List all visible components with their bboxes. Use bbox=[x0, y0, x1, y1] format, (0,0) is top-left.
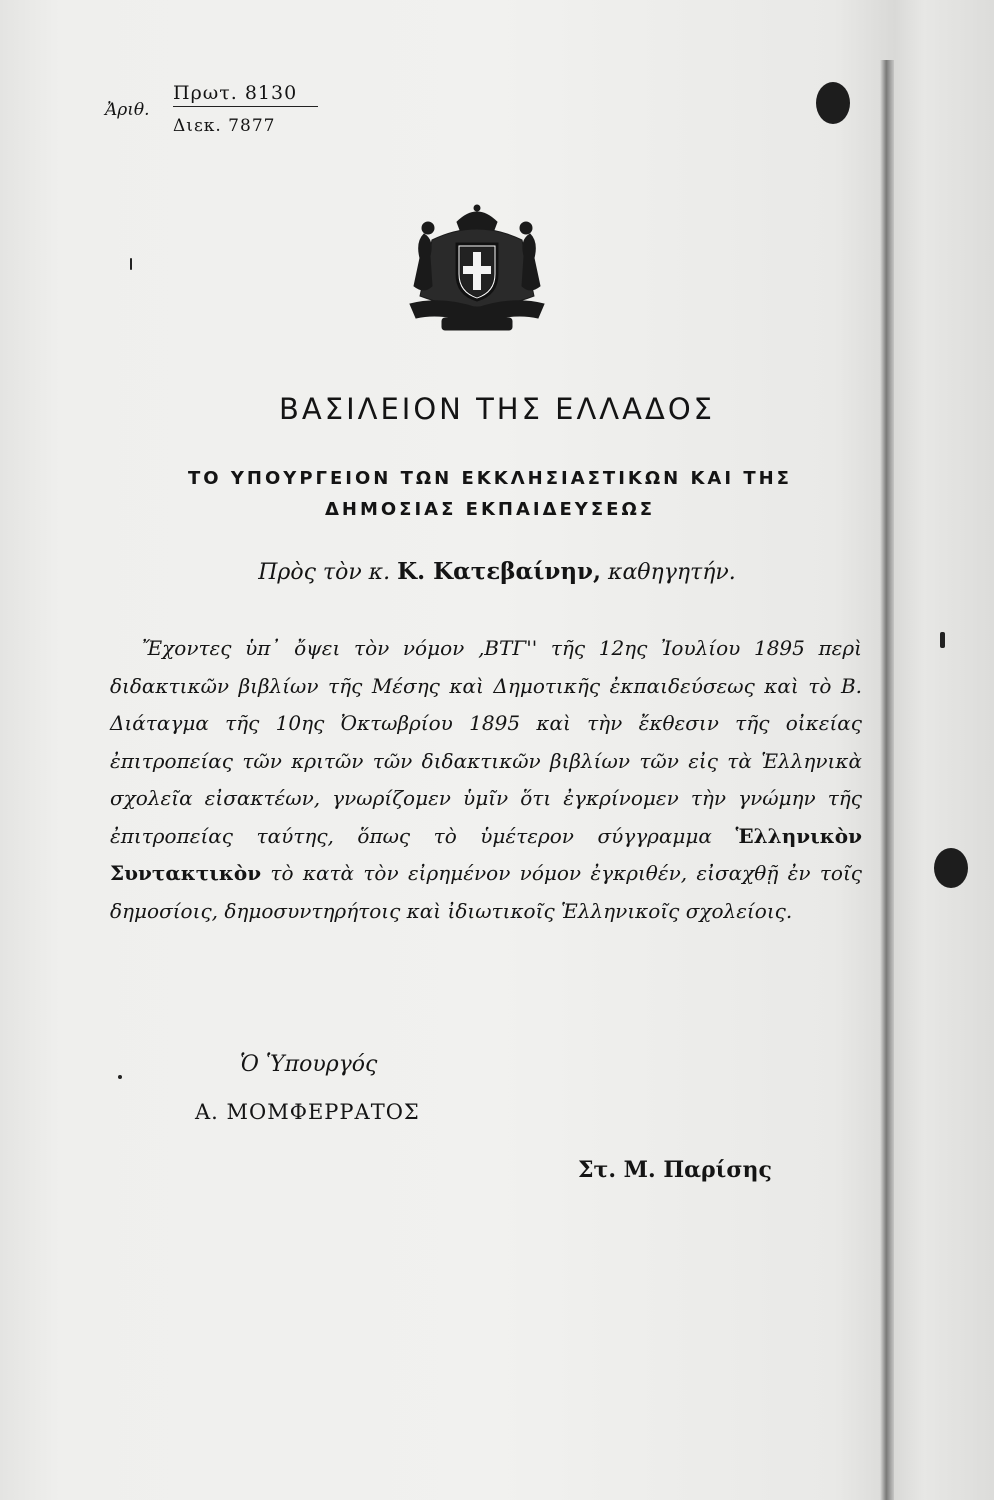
reference-label: Ἀριθ. bbox=[105, 100, 150, 120]
speck bbox=[940, 632, 945, 648]
secretary-signature: Στ. Μ. Παρίσης bbox=[578, 1157, 772, 1183]
coat-of-arms-icon bbox=[402, 200, 552, 340]
kingdom-title: ΒΑΣΙΛΕΙΟΝ ΤΗΣ ΕΛΛΑΔΟΣ bbox=[279, 392, 715, 426]
letter-text-before: Ἔχοντες ὑπ᾽ ὄψει τὸν νόμον ‚ΒΤΓ'' τῆς 12ης Ἰουλίου 1895 περὶ διδακτικῶν βιβλίων τῆς Μέσης καὶ Δημοτικῆς ἐκπαιδεύσεως καὶ τὸ Β. Διάταγμα τῆς 10ης Ὀκτωβρίου 1895 καὶ τὴν ἔκθεσιν τῆς οἰκείας ἐπιτροπείας τῶν κριτῶν τῶν διδακτικῶν βιβλίων τῶν εἰς τὰ Ἑλληνικὰ σχολεῖα εἰσακτέων, γνωρίζομεν ὑμῖν ὅτι ἐγκρίνομεν τὴν γνώμην τῆς ἐπιτροπείας ταύτης, ὅπως τὸ ὑμέτερον σύγγραμμα bbox=[110, 636, 862, 848]
binding-fold bbox=[880, 60, 894, 1500]
handling-number: Διεκ. 7877 bbox=[173, 116, 276, 136]
addressee-name: Κ. Κατεβαίνην, bbox=[397, 558, 602, 585]
letter-body bbox=[110, 630, 862, 930]
punch-hole-top bbox=[816, 82, 850, 124]
minister-name: Α. ΜΟΜΦΕΡΡΑΤΟΣ bbox=[195, 1100, 420, 1124]
minister-role: Ὁ Ὑπουργός bbox=[240, 1052, 378, 1077]
addressee-title: καθηγητήν. bbox=[608, 560, 736, 585]
speck bbox=[130, 258, 132, 270]
speck bbox=[118, 1075, 122, 1079]
reference-number bbox=[105, 82, 335, 144]
addressee bbox=[0, 558, 994, 585]
address-prefix: Πρὸς τὸν κ. bbox=[258, 560, 391, 585]
letter-text-after: τὸ κατὰ τὸν εἰρημένον νόμον ἐγκριθέν, εἰσαχθῇ ἐν τοῖς δημοσίοις, δημοσυντηρήτοις καὶ ἰδιωτικοῖς Ἑλληνικοῖς σχολείοις. bbox=[110, 861, 862, 923]
ministry-title: ΤΟ ΥΠΟΥΡΓΕΙΟΝ ΤΩΝ ΕΚΚΛΗΣΙΑΣΤΙΚΩΝ ΚΑΙ ΤΗΣ ΔΗΜΟΣΙΑΣ ΕΚΠΑΙΔΕΥΣΕΩΣ bbox=[188, 468, 792, 520]
punch-hole-middle bbox=[934, 848, 968, 888]
protocol-number: Πρωτ. 8130 bbox=[173, 82, 318, 107]
book-title: Ἑλληνικὸν Συντακτικὸν bbox=[110, 823, 863, 885]
